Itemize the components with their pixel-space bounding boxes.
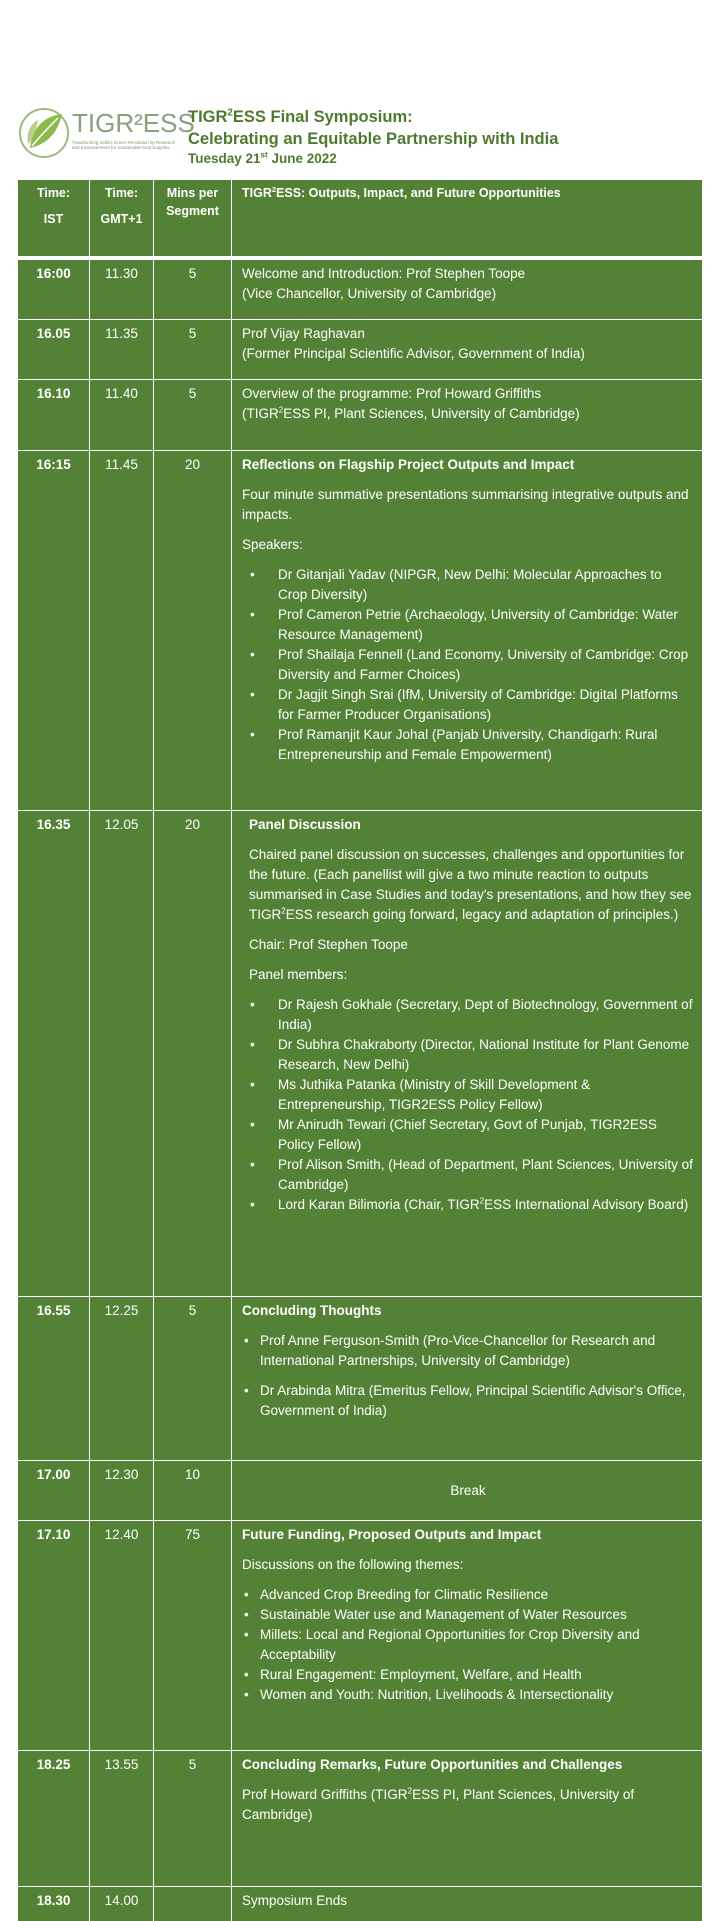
segment-minutes: [154, 1887, 232, 1921]
session-intro: Four minute summative presentations summarising integrative outputs and impacts.: [242, 487, 689, 522]
list-item: • Ms Juthika Patanka (Ministry of Skill Development & Entrepreneurship, TIGR2ESS Policy Fellow): [242, 1075, 694, 1115]
session-heading: Future Funding, Proposed Outputs and Impact: [242, 1527, 542, 1542]
segment-minutes: 20: [154, 811, 232, 1296]
ist-time: 16.10: [18, 380, 90, 450]
programme-table: [18, 180, 702, 1921]
list-item: • Dr Rajesh Gokhale (Secretary, Dept of Biotechnology, Government of India): [242, 995, 694, 1035]
ist-time: 16:00: [18, 260, 90, 319]
gmt-time: 11.40: [90, 380, 154, 450]
theme-list: [242, 1585, 694, 1705]
logo-text: TIGR²ESS: [72, 108, 195, 138]
list-item: • Sustainable Water use and Management of Water Resources: [242, 1605, 694, 1625]
break-label: Break: [450, 1483, 486, 1498]
list-item: • Dr Arabinda Mitra (Emeritus Fellow, Principal Scientific Advisor's Office, Government of India): [242, 1381, 694, 1421]
list-item: • Rural Engagement: Employment, Welfare, and Health: [242, 1665, 694, 1685]
list-item: • Prof Ramanjit Kaur Johal (Panjab University, Chandigarh: Rural Entrepreneurship and Female Empowerment): [242, 725, 694, 765]
panel-list: [242, 995, 694, 1215]
ist-time: 16.05: [18, 320, 90, 379]
symposium-date: Tuesday 21st June 2022: [188, 150, 337, 166]
list-item: • Dr Jagjit Singh Srai (IfM, University of Cambridge: Digital Platforms for Farmer Producer Organisations): [242, 685, 694, 725]
mins-column-header: Mins per Segment: [154, 180, 232, 256]
speaker-list: [242, 565, 694, 765]
session-heading: Concluding Remarks, Future Opportunities and Challenges: [242, 1757, 623, 1772]
ist-time: 16.55: [18, 1297, 90, 1460]
segment-minutes: 5: [154, 320, 232, 379]
session-details: [232, 811, 702, 1296]
list-item: • Dr Subhra Chakraborty (Director, National Institute for Plant Genome Research, New Delhi): [242, 1035, 694, 1075]
segment-minutes: 5: [154, 1751, 232, 1886]
segment-minutes: 5: [154, 380, 232, 450]
list-item: • Millets: Local and Regional Opportunities for Crop Diversity and Acceptability: [242, 1625, 694, 1665]
session-details: Prof Vijay Raghavan (Former Principal Scientific Advisor, Government of India): [242, 326, 585, 361]
gmt-time: 14.00: [90, 1887, 154, 1921]
list-item: • Prof Shailaja Fennell (Land Economy, University of Cambridge: Crop Diversity and Farmer Choices): [242, 645, 694, 685]
list-item: • Mr Anirudh Tewari (Chief Secretary, Govt of Punjab, TIGR2ESS Policy Fellow): [242, 1115, 694, 1155]
session-details: [232, 1297, 702, 1460]
list-item: • Advanced Crop Breeding for Climatic Resilience: [242, 1585, 694, 1605]
speaker-list: [242, 1331, 694, 1421]
list-item: • Prof Cameron Petrie (Archaeology, University of Cambridge: Water Resource Management): [242, 605, 694, 645]
ist-time: 18.25: [18, 1751, 90, 1886]
session-details: Symposium Ends: [242, 1893, 348, 1908]
speakers-label: Speakers:: [242, 537, 303, 552]
table-row: [18, 1521, 702, 1751]
list-item: • Prof Anne Ferguson-Smith (Pro-Vice-Chancellor for Research and International Partnerships, University of Cambridge): [242, 1331, 694, 1371]
list-item: • Prof Alison Smith, (Head of Department, Plant Sciences, University of Cambridge): [242, 1155, 694, 1195]
table-row: [18, 1751, 702, 1887]
session-details: Overview of the programme: Prof Howard Griffiths (TIGR$^2$ESS PI, Plant Sciences, University of Cambridge): [242, 386, 580, 421]
session-intro: Discussions on the following themes:: [242, 1557, 464, 1572]
table-row: [18, 1887, 702, 1921]
table-row: [18, 1461, 702, 1521]
table-row: [18, 380, 702, 451]
session-details: Welcome and Introduction: Prof Stephen Toope (Vice Chancellor, University of Cambridge): [242, 266, 526, 301]
list-item: • Women and Youth: Nutrition, Livelihoods & Intersectionality: [242, 1685, 694, 1705]
list-item: • Dr Gitanjali Yadav (NIPGR, New Delhi: Molecular Approaches to Crop Diversity): [242, 565, 694, 605]
session-heading: Concluding Thoughts: [242, 1303, 382, 1318]
table-row: [18, 1297, 702, 1461]
table-row: [18, 451, 702, 811]
segment-minutes: 20: [154, 451, 232, 810]
segment-minutes: 75: [154, 1521, 232, 1750]
page-header: [18, 100, 708, 178]
session-intro: Chaired panel discussion on successes, challenges and opportunities for the future. (Each panellist will give a two minute reaction to outputs summarised in Case Studies and today's presentations, and how they see TIGR$^2$ESS research going forward, legacy and adaptation of principles.): [249, 847, 692, 922]
panel-chair: Chair: Prof Stephen Toope: [249, 937, 408, 952]
gmt-time: 11.45: [90, 451, 154, 810]
logo-tagline: Transforming India's Green Revolution by Research and Empowerment for Sustainable food Supplies: [72, 140, 176, 150]
gmt-time: 12.40: [90, 1521, 154, 1750]
ist-time: 16.35: [18, 811, 90, 1296]
gmt-time: 12.25: [90, 1297, 154, 1460]
segment-minutes: 10: [154, 1461, 232, 1520]
session-details: [232, 451, 702, 810]
gmt-time: 13.55: [90, 1751, 154, 1886]
session-heading: Panel Discussion: [249, 817, 361, 832]
tigress-logo: [18, 104, 195, 162]
gmt-time: 12.05: [90, 811, 154, 1296]
table-row: [18, 320, 702, 380]
session-intro: Prof Howard Griffiths (TIGR$^2$ESS PI, Plant Sciences, University of Cambridge): [242, 1786, 635, 1822]
ist-time: 16:15: [18, 451, 90, 810]
gmt-time: 11.35: [90, 320, 154, 379]
segment-minutes: 5: [154, 260, 232, 319]
gmt-time: 12.30: [90, 1461, 154, 1520]
ist-time: 17.10: [18, 1521, 90, 1750]
table-row: [18, 811, 702, 1297]
leaf-logo-icon: [18, 104, 70, 162]
symposium-title: TIGR$^2$ESS Final Symposium:: [188, 107, 413, 126]
ist-column-header: Time: IST: [18, 180, 90, 256]
topic-column-header: TIGR$^2$ESS: Outputs, Impact, and Future Opportunities: [242, 184, 561, 200]
session-details: [232, 1751, 702, 1886]
session-details: [232, 1521, 702, 1750]
ist-time: 17.00: [18, 1461, 90, 1520]
segment-minutes: 5: [154, 1297, 232, 1460]
table-header-row: [18, 180, 702, 260]
session-heading: Reflections on Flagship Project Outputs and Impact: [242, 457, 575, 472]
gmt-column-header: Time: GMT+1: [90, 180, 154, 256]
list-item: • Lord Karan Bilimoria (Chair, TIGR$^2$ESS International Advisory Board): [242, 1195, 694, 1215]
ist-time: 18.30: [18, 1887, 90, 1921]
panel-members-label: Panel members:: [249, 967, 348, 982]
symposium-subtitle: Celebrating an Equitable Partnership with India: [188, 130, 559, 148]
gmt-time: 11.30: [90, 260, 154, 319]
table-row: [18, 260, 702, 320]
